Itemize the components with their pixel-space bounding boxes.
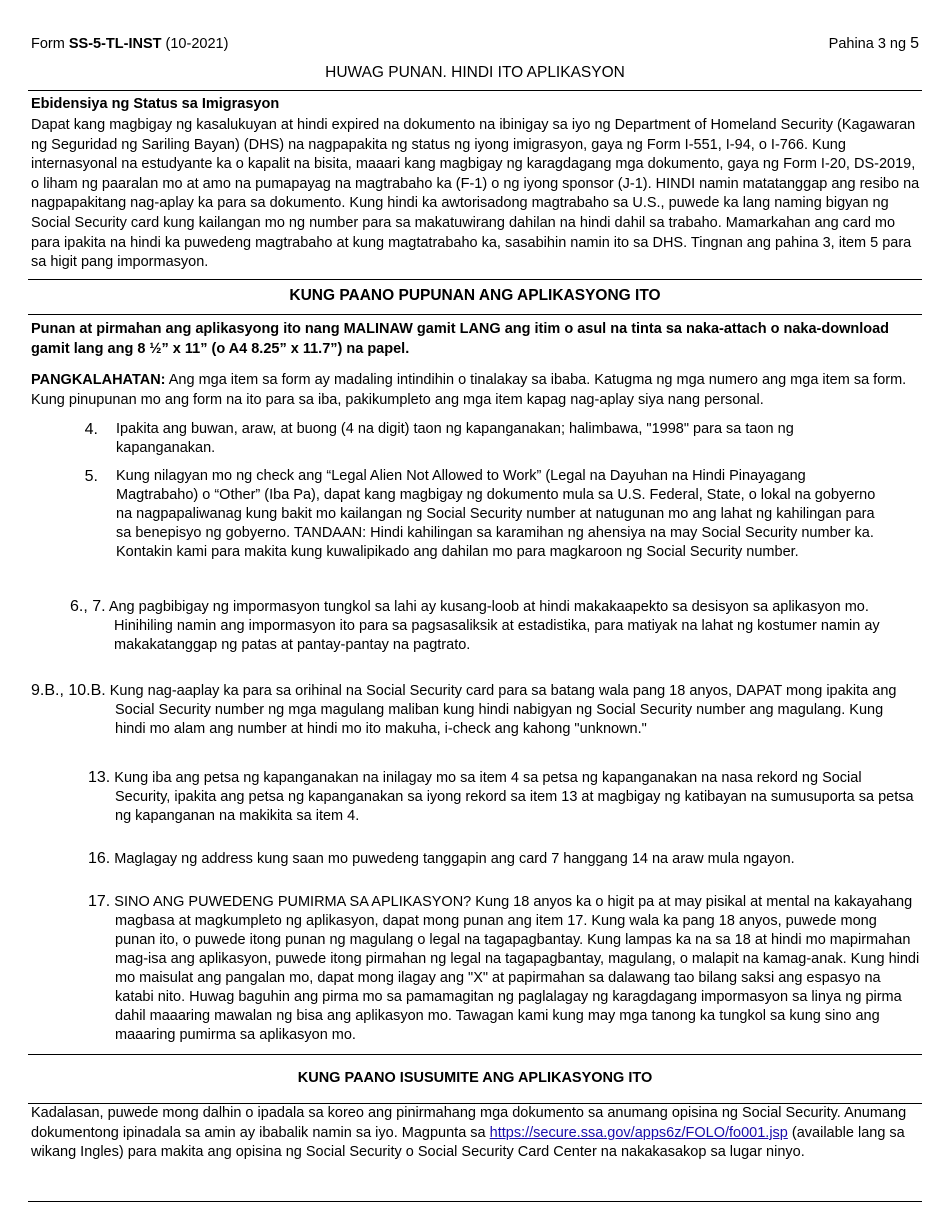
divider [28, 1054, 922, 1055]
item-number: 6., 7. [70, 598, 106, 615]
form-date: (10-2021) [161, 36, 229, 52]
item-text: 6., 7. Ang pagbibigay ng impormasyon tungkol sa lahi ay kusang-loob at hindi makakaapekto sa desisyon sa aplikasyon mo. Hinihiling namin ang impormasyon ito para sa pagsasaliksik at estadistika, para matiyak na lahat ng kostumer namin ay makakatanggap ng patas at pantay-pantay na pagtrato. [70, 598, 880, 653]
item-number: 4. [84, 421, 98, 438]
divider [28, 90, 922, 91]
submit-heading: KUNG PAANO ISUSUMITE ANG APLIKASYONG ITO [297, 1070, 653, 1086]
general-text: Ang mga item sa form ay madaling intindihin o tinalakay sa ibaba. Katugma ng mga numero ang mga item sa form. Kung pinupunan mo ang form na ito para sa iba, pakikumpleto ang mga item kapag nag-aplay siya nang personal. [31, 372, 907, 408]
item-number: 13. [88, 769, 111, 786]
immigration-body: Dapat kang magbigay ng kasalukuyan at hindi expired na dokumento na ibinigay sa iyo ng Department of Homeland Security (Kagawaran ng Seguridad ng Sariling Bayan) (DHS) na nagpapakita ng status ng iyong imigrasyon, gaya ng Form I-551, I-94, o I-766. Kung internasyonal na estudyante ka o kapalit na bisita, maaari kang magbigay ng karagdagang mga dokumento, gaya ng Form I-20, DS-2019, o liham ng paaralan mo at amo na pumapayag na magtrabaho ka (F-1) o ng iyong sponsor (J-1). HINDI namin matatanggap ang resibo na nagpapakitang nag-aplay ka para sa dokumento. Kung hindi ka awtorisadong magtrabaho sa U.S., puwede ka lang naming bigyan ng Social Security card kung kailangan mo ng number para sa makatuwirang dahilan na hindi dahil sa trabaho. Mamarkahan ang card mo para ipakita na hindi ka puwedeng magtrabaho at kung magtatrabaho ka, sasabihin namin ito sa DHS. Tingnan ang pahina 3, item 5 para sa higit pang impormasyon. [31, 117, 920, 271]
fill-instruction: Punan at pirmahan ang aplikasyong ito nang MALINAW gamit LANG ang itim o asul na tinta sa naka-attach o naka-download gamit lang ang 8 ½” x 11” (o A4 8.25” x 11.7”) na papel. [31, 321, 890, 357]
item-number: 5. [84, 468, 98, 485]
item-text: 16. Maglagay ng address kung saan mo puwedeng tanggapin ang card 7 hanggang 14 na araw mula ngayon. [88, 850, 795, 867]
immigration-heading: Ebidensiya ng Status sa Imigrasyon [31, 96, 280, 112]
item-number: 17. [88, 893, 111, 910]
item-text: 9.B., 10.B. Kung nag-aaplay ka para sa orihinal na Social Security card para sa batang wala pang 18 anyos, DAPAT mong ipakita ang Social Security number ng mga magulang maliban kung hindi nabigyan ng Social Security number ang magulang. Kung hindi mo alam ang number at hindi mo ito makuha, i-check ang kahong "unknown." [31, 682, 897, 737]
how-to-fill-heading: KUNG PAANO PUPUNAN ANG APLIKASYONG ITO [289, 287, 661, 304]
submit-body: Kadalasan, puwede mong dalhin o ipadala sa koreo ang pinirmahang mga dokumento sa anumang opisina ng Social Security. Anumang dokumentong ipinadala sa amin ay ibabalik namin sa iyo. Magpunta sa https://secure.ssa.gov/apps6z/FOLO/fo001.jsp (available lang sa wikang Ingles) para makita ang opisina ng Social Security o Social Security Card Center na nakakasakop sa lugar ninyo. [31, 1105, 907, 1161]
notice-title: HUWAG PUNAN. HINDI ITO APLIKASYON [325, 64, 625, 81]
item-text: 13. Kung iba ang petsa ng kapanganakan na inilagay mo sa item 4 sa petsa ng kapanganakan na nasa rekord ng Social Security, ipakita ang petsa ng kapanganakan sa iyong rekord sa item 13 at magbigay ng katibayan na sumusuporta sa petsa ng kapanganan na makikita sa item 4. [88, 769, 914, 824]
general-label: PANGKALAHATAN: [31, 372, 166, 388]
item-text: 17. SINO ANG PUWEDENG PUMIRMA SA APLIKASYON? Kung 18 anyos ka o higit pa at may pisikal at mental na kakayahang magbasa at magkumpleto ng aplikasyon, dapat mong punan ang item 17. Kung wala ka pang 18 anyos, puwede mong punan ito, o puwede itong punan ng magulang o legal na tagapagbantay. Kung lampas ka na sa 18 at hindi mo mapirmahan mag-isa ang aplikasyon, puwede itong pirmahan ng legal na tagapagbantay, magulang, o malapit na kamag-anak. Kung hindi mo maisulat ang pangalan mo, dapat mong ilagay ang "X" at papirmahan sa dalawang tao bilang saksi ang espasyo na katabi nito. Huwag baguhin ang pirma mo sa pamamagitan ng paglalagay ng karagdagang impormasyon sa linya ng pirma dahil maaaring mawalan ng bisa ang aplikasyon mo. Tawagan kami kung may mga tanong ka tungkol sa kung sino ang maaaring pumirma sa aplikasyon mo. [88, 893, 920, 1043]
form-id: SS-5-TL-INST [68, 36, 162, 52]
item-number: 16. [88, 850, 111, 867]
general-paragraph [31, 371, 921, 410]
divider [28, 314, 922, 315]
ssa-office-locator-link[interactable]: https://secure.ssa.gov/apps6z/FOLO/fo001.jsp [489, 1124, 788, 1141]
item-text: Kung nilagyan mo ng check ang “Legal Alien Not Allowed to Work” (Legal na Dayuhan na Hindi Pinayagang Magtrabaho) o “Other” (Iba Pa), dapat kang magbigay ng dokumento mula sa U.S. Federal, State, o lokal na gobyerno na nagpapaliwanag kung bakit mo kailangan ng Social Security number at natugunan mo ang lahat ng kahilingan para sa benepisyo ng gobyerno. TANDAAN: Hindi kahilingan sa karamihan ng ahensiya na may Social Security number ka. Kontakin kami para makita kung kuwalipikado ang dahilan mo para magkaroon ng Social Security number. [116, 468, 876, 560]
page-total: 5 [910, 35, 919, 52]
item-text: Ipakita ang buwan, araw, at buong (4 na digit) taon ng kapanganakan; halimbawa, "1998" para sa taon ng kapanganakan. [116, 421, 794, 456]
form-identifier: Form SS-5-TL-INST (10-2021) [31, 36, 229, 52]
divider [28, 279, 922, 280]
page-number: Pahina 3 ng 5 [828, 35, 919, 52]
divider [28, 1201, 922, 1202]
item-number: 9.B., 10.B. [31, 682, 106, 699]
